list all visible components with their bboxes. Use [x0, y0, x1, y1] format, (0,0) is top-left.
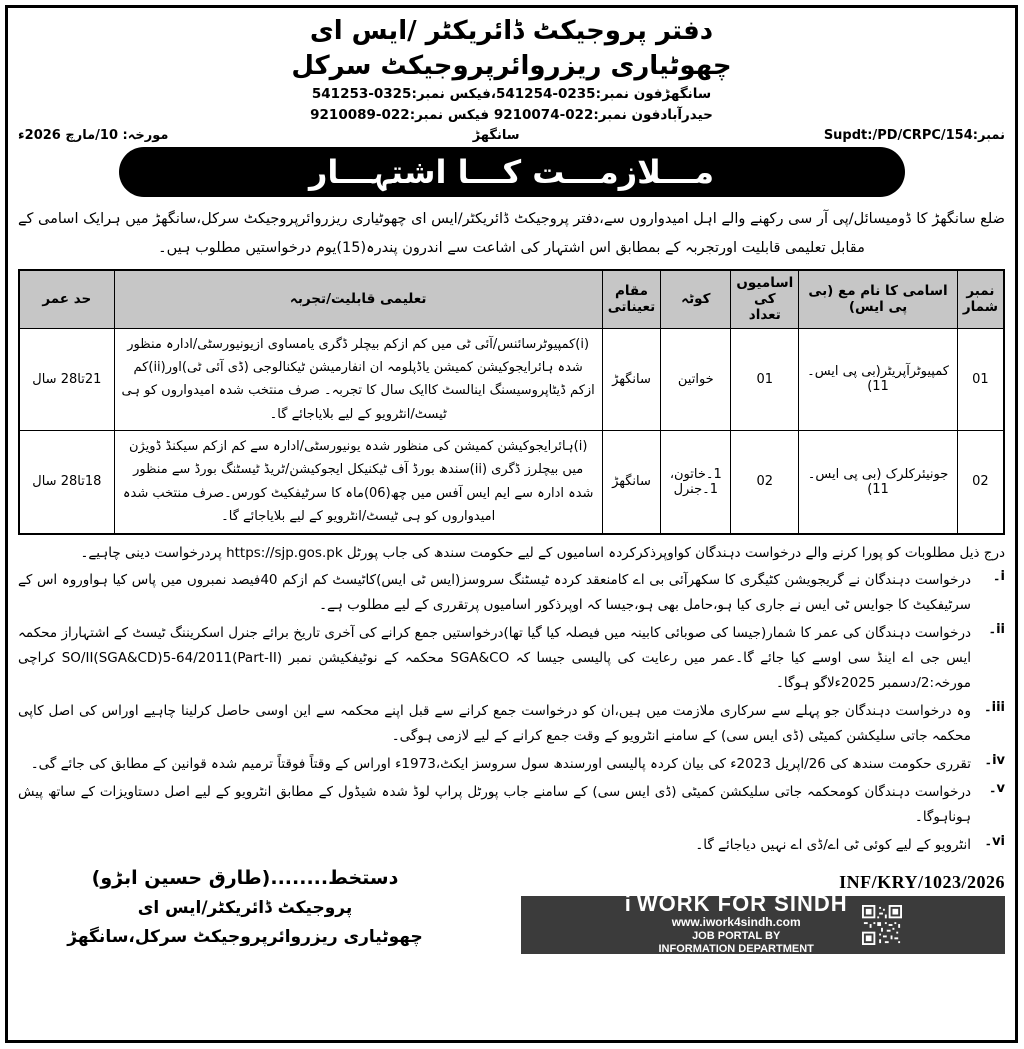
- footer-right: [521, 872, 1005, 954]
- vacancies-table: [18, 269, 1005, 535]
- work-for-sindh-logo: [625, 893, 848, 915]
- office-title-line2: چھوٹیاری ریزروائرپروجیکٹ سرکل: [291, 51, 732, 82]
- header: [18, 14, 1005, 126]
- condition-item-ii: [18, 621, 1005, 696]
- posting-place-cell: سانگھڑ: [602, 328, 661, 431]
- condition-number: iii۔: [984, 699, 1005, 715]
- post-name-cell: کمپیوٹرآپریٹر(بی پی ایس۔11): [799, 328, 958, 431]
- signature-name: دستخط........(طارق حسین ابڑو): [91, 866, 399, 889]
- qr-code-icon: [862, 905, 902, 945]
- condition-number: vi۔: [984, 833, 1005, 849]
- meta-row: [18, 128, 1005, 143]
- qualification-cell: (i)ہائرایجوکیشن کمیشن کی منظور شدہ یونیورسٹی/ادارہ سے کم ازکم سیکنڈ ڈویژن میں بیچلرز ڈگری (ii)سندھ بورڈ آف ٹیکنیکل ایجوکیشن/ٹریڈ ٹیسٹنگ بورڈ سے منظور شدہ ادارہ سے ایم ایس آفس میں چھ(06)ماہ کا سرٹیفکیٹ کورس۔صرف منتخب شدہ امیدواروں کو ہی ٹیسٹ/انٹرویو کے لیے بلایاجائے گا۔: [114, 431, 602, 534]
- footer-row: [18, 862, 1005, 954]
- condition-number: v۔: [988, 780, 1005, 796]
- condition-item-i: [18, 568, 1005, 618]
- logo-wordmark: WORK FOR SINDH: [636, 891, 848, 917]
- quota-cell: 1۔خاتون، 1۔جنرل: [661, 431, 731, 534]
- logo-i-glyph: i: [624, 891, 632, 917]
- condition-item-iii: [18, 699, 1005, 749]
- advertisement-frame: [5, 5, 1018, 1043]
- condition-text: تقرری حکومت سندھ کی 26/اپریل 2023ء کی بیان کردہ پالیسی اورسندھ سول سروسز ایکٹ،1973ء اوراس کے وقتاً فوقتاً ترمیم شدہ قوانین کے مطابق کی جائے گی۔: [30, 755, 971, 772]
- col-number-of-posts: اسامیوں کی تعداد: [731, 270, 799, 328]
- office-title-line1: دفتر پروجیکٹ ڈائریکٹر /ایس ای: [309, 16, 714, 46]
- advert-date: مورخہ: 10/مارچ 2026ء: [18, 128, 169, 144]
- age-limit-cell: 21تا28 سال: [19, 328, 114, 431]
- signature-designation: پروجیکٹ ڈائریکٹر/ایس ای: [137, 897, 353, 918]
- col-quota: کوٹہ: [661, 270, 731, 328]
- reference-number: نمبر:Supdt:/PD/CRPC/154: [823, 128, 1005, 144]
- post-count-cell: 01: [731, 328, 799, 431]
- table-row-computer-operator: [19, 328, 1004, 431]
- col-serial-number: نمبر شمار: [957, 270, 1004, 328]
- work-for-sindh-text: [625, 893, 848, 956]
- signature-block: [18, 862, 472, 954]
- age-limit-cell: 18تا28 سال: [19, 431, 114, 534]
- quota-cell: خواتین: [661, 328, 731, 431]
- table-row-junior-clerk: [19, 431, 1004, 534]
- portal-byline-2: INFORMATION DEPARTMENT: [658, 942, 814, 955]
- condition-number: ii۔: [988, 621, 1005, 637]
- col-posting-place: مقام تعیناتی: [602, 270, 661, 328]
- col-qualification: تعلیمی قابلیت/تجربہ: [114, 270, 602, 328]
- portal-url: www.iwork4sindh.com: [671, 915, 801, 930]
- condition-item-iv: [18, 752, 1005, 777]
- condition-text: درخواست دہندگان نے گریجویشن کٹیگری کا سکھرآئی بی اے کامنعقد کردہ ٹیسٹنگ سروسز(ایس ٹی ایس)کاٹیسٹ کم ازکم 40فیصد نمبروں میں پاس کیا ہواوروہ اس کے سرٹیفکیٹ کا جوایس ٹی ایس نے جاری کیا ہو،حامل بھی ہو،جیسا کہ اوپرذکور اسامیوں پرتقرری کے لیے مطلوب ہے۔: [18, 571, 972, 613]
- serial-number-cell: 01: [957, 328, 1004, 431]
- qualification-cell: (i)کمپیوٹرسائنس/آئی ٹی میں کم ازکم بیچلر ڈگری یامساوی ازیونیورسٹی/ادارہ منظور شدہ ہائرایجوکیشن کمیشن یاڈپلومہ ان انفارمیشن ٹیکنالوجی (ڈی آئی ٹی)اور(ii)کم ازکم ڈیٹاپروسیسنگ اینالسٹ کاایک سال کا تجربہ۔ صرف منتخب شدہ امیدواروں کو ہی ٹیسٹ/انٹرویو کے لیے بلایاجائے گا۔: [114, 328, 602, 431]
- serial-number-cell: 02: [957, 431, 1004, 534]
- condition-text: درخواست دہندگان کی عمر کا شمار(جیسا کی صوبائی کابینہ میں فیصلہ کیا گیا تھا)درخواستیں جمع کرانے کی آخری تاریخ برائے جنرل اسکریننگ ٹیسٹ کے اشتہاراز محکمہ ایس جی اے اینڈ سی اوسے کیا جائے گا۔عمر میں رعایت کی پالیسی جیسا کہ SGA&CO محکمہ کے نوٹیفکیشن نمبر SO/II(SGA&CD)5-64/2011(Part-II) کراچی مورخہ:2/دسمبر 2025ءلاگو ہوگا۔: [18, 624, 972, 691]
- job-advert-banner: [119, 147, 905, 197]
- signature-office: چھوٹیاری ریزروائرپروجیکٹ سرکل،سانگھڑ: [67, 926, 423, 947]
- condition-text: درخواست دہندگان کومحکمہ جاتی سلیکشن کمیٹی (ڈی ایس سی) کے سامنے جاب پورٹل پراپ لوڈ شدہ شیڈول کے مطابق انٹرویو کے لیے اصل دستاویزات کے ساتھ پیش ہوناہوگا۔: [18, 783, 971, 825]
- posting-place-cell: سانگھڑ: [602, 431, 661, 534]
- condition-text: انٹرویو کے لیے کوئی ٹی اے/ڈی اے نہیں دیاجائے گا۔: [695, 836, 971, 853]
- post-name-cell: جونیئرکلرک (بی پی ایس۔11): [799, 431, 958, 534]
- phone-line-hyderabad: حیدرآبادفون نمبر:022-9210074 فیکس نمبر:022-9210089: [310, 107, 713, 124]
- work-for-sindh-box: [521, 891, 1005, 955]
- condition-text: وہ درخواست دہندگان جو پہلے سے سرکاری ملازمت میں ہیں،ان کو درخواست جمع کرانے سے قبل اپنے محکمہ سے این اوسی حاصل کرلینا چاہیے اوراس کی اصل کاپی محکمہ جاتی سلیکشن کمیٹی (ڈی ایس سی) کے سامنے انٹرویو کے وقت جمع کرانے کے لیے لازمی ہوگی۔: [18, 702, 971, 744]
- table-header-row: [19, 270, 1004, 328]
- post-count-cell: 02: [731, 431, 799, 534]
- phone-line-sanghar: سانگھڑفون نمبر:0235-541254،فیکس نمبر:0325-541253: [311, 86, 712, 103]
- city-label: سانگھڑ: [472, 128, 520, 144]
- banner-title: مـــلازمـــت کـــا اشتہـــار: [308, 153, 715, 192]
- portal-byline-1: JOB PORTAL BY: [692, 929, 781, 942]
- col-post-name: اسامی کا نام مع (بی پی ایس): [799, 270, 958, 328]
- col-age-limit: حد عمر: [19, 270, 114, 328]
- condition-item-vi: [18, 833, 1005, 858]
- inf-reference-number: INF/KRY/1023/2026: [839, 871, 1005, 892]
- condition-number: iv۔: [984, 752, 1005, 768]
- condition-number: i۔: [992, 568, 1005, 584]
- intro-paragraph: ضلع سانگھڑ کا ڈومیسائل/پی آر سی رکھنے والے اہل امیدواروں سے،دفتر پروجیکٹ ڈائریکٹر/ایس ای چھوٹیاری ریزروائرپروجیکٹ سرکل،سانگھڑ میں ہرایک اسامی کے مقابل تعلیمی قابلیت اورتجربہ کے بمطابق اس اشتہار کی اشاعت سے اندرون پندرہ(15)یوم درخواستیں مطلوب ہیں۔: [18, 211, 1005, 257]
- conditions-intro: درج ذیل مطلوبات کو پورا کرنے والے درخواست دہندگان کواوپرذکرکردہ اسامیوں کے لیے حکومت سندھ کی جاب پورٹل https://sjp.gos.pk پردرخواست دینی چاہیے۔: [80, 544, 1005, 561]
- condition-item-v: [18, 780, 1005, 830]
- conditions-section: [18, 541, 1005, 858]
